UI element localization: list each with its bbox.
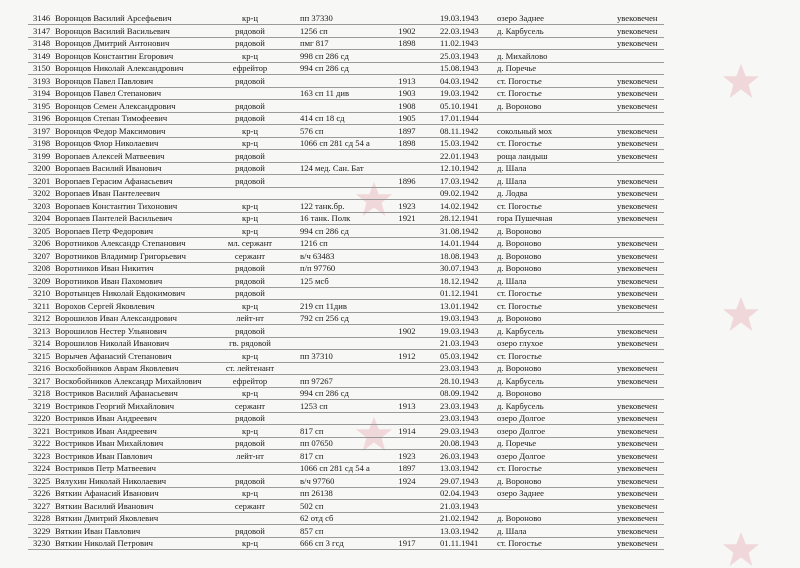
burial-place: д. Поречье <box>497 63 537 73</box>
person-name: Воропаев Константин Тихонович <box>55 200 178 211</box>
death-date: 02.04.1943 <box>440 488 479 498</box>
memorial-status: увековечен <box>617 300 658 311</box>
memorial-status: увековечен <box>617 213 658 223</box>
row-number: 3230 <box>33 538 51 548</box>
birth-year: 1923 <box>398 450 416 461</box>
death-date: 17.03.1942 <box>440 175 479 186</box>
row-number: 3229 <box>33 525 51 536</box>
person-name: Востриков Иван Андреевич <box>55 413 157 423</box>
person-name: Воротников Владимир Григорьевич <box>55 250 186 261</box>
row-number: 3194 <box>33 88 51 98</box>
death-date: 19.03.1943 <box>440 13 479 23</box>
military-unit: 994 сп 286 сд <box>300 63 349 73</box>
memorial-status: увековечен <box>617 500 658 511</box>
row-number: 3202 <box>33 188 51 198</box>
military-rank: мл. сержант <box>227 238 273 248</box>
death-date: 19.03.1943 <box>440 325 479 336</box>
birth-year: 1896 <box>398 175 416 186</box>
death-date: 08.09.1942 <box>440 388 479 398</box>
death-date: 25.03.1943 <box>440 50 479 61</box>
memorial-status: увековечен <box>617 363 658 373</box>
military-unit: п/п 97760 <box>300 263 336 273</box>
row-number: 3211 <box>33 300 50 311</box>
death-date: 12.10.1942 <box>440 163 479 173</box>
memorial-status: увековечен <box>617 463 658 473</box>
person-name: Воскобойников Аврам Яковлевич <box>55 363 179 373</box>
military-rank: кр-ц <box>242 213 258 223</box>
person-name: Воронцов Николай Александрович <box>55 63 184 73</box>
memorial-status: увековечен <box>617 425 658 436</box>
row-number: 3203 <box>33 200 51 211</box>
memorial-status: увековечен <box>617 250 658 261</box>
military-rank: кр-ц <box>242 538 258 548</box>
row-number: 3228 <box>33 513 51 523</box>
memorial-status: увековечен <box>617 75 658 86</box>
birth-year: 1908 <box>398 100 416 111</box>
person-name: Воронцов Константин Егорович <box>55 50 174 61</box>
row-number: 3224 <box>33 463 51 473</box>
memorial-status: увековечен <box>617 275 658 286</box>
memorial-status: увековечен <box>617 525 658 536</box>
burial-place: д. Карбусель <box>497 375 544 386</box>
military-unit: 502 сп <box>300 500 324 511</box>
burial-place: д. Шала <box>497 275 527 286</box>
person-name: Воронцов Федор Максимович <box>55 125 166 136</box>
military-rank: рядовой <box>235 413 265 423</box>
military-unit: 1253 сп <box>300 400 328 411</box>
burial-place: д. Поречье <box>497 438 537 448</box>
person-name: Вяткин Николай Петрович <box>55 538 153 548</box>
death-date: 14.01.1944 <box>440 238 479 248</box>
burial-place: д. Вороново <box>497 250 542 261</box>
death-date: 21.03.1943 <box>440 500 479 511</box>
memorial-status: увековечен <box>617 538 658 548</box>
person-name: Востриков Георгий Михайлович <box>55 400 175 411</box>
person-name: Востриков Петр Матвеевич <box>55 463 156 473</box>
death-date: 18.12.1942 <box>440 275 479 286</box>
memorial-status: увековечен <box>617 25 658 36</box>
military-unit: 792 сп 256 сд <box>300 313 349 323</box>
row-number: 3201 <box>33 175 51 186</box>
burial-place: д. Карбусель <box>497 325 544 336</box>
military-rank: рядовой <box>235 325 265 336</box>
person-name: Воропаев Пантелей Васильевич <box>55 213 173 223</box>
memorial-status: увековечен <box>617 200 658 211</box>
row-number: 3221 <box>33 425 51 436</box>
death-date: 08.11.1942 <box>440 125 479 136</box>
military-unit: 122 танк.бр. <box>300 200 345 211</box>
burial-place: д. Михайлово <box>497 50 548 61</box>
memorial-status: увековечен <box>617 475 658 486</box>
military-rank: кр-ц <box>242 125 258 136</box>
row-number: 3215 <box>33 350 51 361</box>
military-unit: 666 сп 3 гсд <box>300 538 344 548</box>
death-date: 29.07.1943 <box>440 475 479 486</box>
military-unit: 62 отд сб <box>300 513 334 523</box>
row-number: 3199 <box>33 150 51 161</box>
row-number: 3146 <box>33 13 51 23</box>
row-number: 3210 <box>33 288 51 298</box>
memorial-status: увековечен <box>617 325 658 336</box>
row-number: 3218 <box>33 388 51 398</box>
person-name: Воронцов Дмитрий Антонович <box>55 38 170 48</box>
military-unit: 576 сп <box>300 125 324 136</box>
row-number: 3213 <box>33 325 51 336</box>
birth-year: 1897 <box>398 125 416 136</box>
person-name: Ворошилов Николай Иванович <box>55 338 170 348</box>
person-name: Ворошилов Нестер Ульянович <box>55 325 167 336</box>
military-rank: рядовой <box>235 288 265 298</box>
row-number: 3150 <box>33 63 51 73</box>
death-date: 23.03.1943 <box>440 413 479 423</box>
row-number: 3216 <box>33 363 51 373</box>
row-number: 3196 <box>33 113 51 123</box>
death-date: 19.03.1943 <box>440 313 479 323</box>
person-name: Востриков Иван Михайлович <box>55 438 164 448</box>
memorial-status: увековечен <box>617 288 658 298</box>
military-unit: пмг 817 <box>300 38 329 48</box>
memorial-status: увековечен <box>617 238 658 248</box>
military-unit: пп 07650 <box>300 438 333 448</box>
row-number: 3200 <box>33 163 51 173</box>
military-unit: 163 сп 11 див <box>300 88 350 98</box>
burial-place: д. Вороново <box>497 238 542 248</box>
military-unit: 16 танк. Полк <box>300 213 351 223</box>
birth-year: 1898 <box>398 38 416 48</box>
military-unit: 1256 сп <box>300 25 328 36</box>
row-number: 3214 <box>33 338 51 348</box>
birth-year: 1917 <box>398 538 416 548</box>
burial-place: д. Карбусель <box>497 25 544 36</box>
death-date: 30.07.1943 <box>440 263 479 273</box>
death-date: 01.11.1941 <box>440 538 479 548</box>
person-name: Воронцов Павел Павлович <box>55 75 154 86</box>
birth-year: 1897 <box>398 463 416 473</box>
memorial-status: увековечен <box>617 513 658 523</box>
memorial-status: увековечен <box>617 400 658 411</box>
death-date: 11.02.1943 <box>440 38 479 48</box>
birth-year: 1902 <box>398 325 416 336</box>
row-number: 3225 <box>33 475 51 486</box>
death-date: 28.10.1943 <box>440 375 479 386</box>
military-unit: 1066 сп 281 сд 54 а <box>300 463 370 473</box>
memorial-status: увековечен <box>617 438 658 448</box>
person-name: Воронцов Степан Тимофеевич <box>55 113 168 123</box>
memorial-status: увековечен <box>617 38 658 48</box>
row-number: 3198 <box>33 138 51 148</box>
burial-place: д. Вороново <box>497 363 542 373</box>
military-unit: 817 сп <box>300 425 324 436</box>
person-name: Ворычев Афанасий Степанович <box>55 350 172 361</box>
birth-year: 1902 <box>398 25 416 36</box>
military-rank: рядовой <box>235 75 265 86</box>
military-rank: кр-ц <box>242 488 258 498</box>
row-number: 3217 <box>33 375 51 386</box>
burial-place: озеро Заднее <box>497 13 544 23</box>
military-unit: пп 26138 <box>300 488 333 498</box>
military-rank: рядовой <box>235 275 265 286</box>
death-date: 14.02.1942 <box>440 200 479 211</box>
military-rank: ефрейтор <box>232 63 268 73</box>
death-date: 18.08.1943 <box>440 250 479 261</box>
birth-year: 1903 <box>398 88 416 98</box>
death-date: 29.03.1943 <box>440 425 479 436</box>
military-rank: лейт-нт <box>236 450 264 461</box>
death-date: 15.08.1943 <box>440 63 479 73</box>
death-date: 15.03.1942 <box>440 138 479 148</box>
military-rank: рядовой <box>235 100 265 111</box>
military-unit: пп 37330 <box>300 13 333 23</box>
death-date: 20.08.1943 <box>440 438 479 448</box>
burial-place: д. Вороново <box>497 263 542 273</box>
death-date: 31.08.1942 <box>440 225 479 236</box>
military-rank: рядовой <box>235 113 265 123</box>
burial-place: озеро Долгое <box>497 425 546 436</box>
military-unit: 219 сп 11див <box>300 300 347 311</box>
row-number: 3148 <box>33 38 51 48</box>
person-name: Воронцов Флор Николаевич <box>55 138 159 148</box>
military-rank: ст. лейтенант <box>225 363 275 373</box>
military-rank: кр-ц <box>242 225 258 236</box>
burial-place: ст. Погостье <box>497 288 542 298</box>
military-unit: пп 97267 <box>300 375 333 386</box>
memorial-status: увековечен <box>617 488 658 498</box>
military-rank: ефрейтор <box>232 375 268 386</box>
military-unit: 1066 сп 281 сд 54 а <box>300 138 370 148</box>
burial-place: ст. Погостье <box>497 88 542 98</box>
military-unit: пп 37310 <box>300 350 333 361</box>
person-name: Воротынцев Николай Евдокимович <box>55 288 186 298</box>
memorial-status: увековечен <box>617 125 658 136</box>
burial-place: озеро Долгое <box>497 413 546 423</box>
burial-place: д. Шала <box>497 163 527 173</box>
military-rank: рядовой <box>235 438 265 448</box>
person-name: Воронцов Василий Арсефьевич <box>55 13 172 23</box>
person-name: Воропаев Алексей Матвеевич <box>55 150 165 161</box>
death-date: 19.03.1942 <box>440 88 479 98</box>
military-rank: кр-ц <box>242 350 258 361</box>
death-date: 23.03.1943 <box>440 363 479 373</box>
person-name: Ворохов Сергей Яковлевич <box>55 300 155 311</box>
death-date: 23.03.1943 <box>440 400 479 411</box>
row-number: 3195 <box>33 100 51 111</box>
military-rank: кр-ц <box>242 425 258 436</box>
military-rank: кр-ц <box>242 13 258 23</box>
death-date: 09.02.1942 <box>440 188 479 198</box>
person-name: Воропаев Василий Иванович <box>55 163 162 173</box>
military-rank: рядовой <box>235 25 265 36</box>
birth-year: 1921 <box>398 213 416 223</box>
row-number: 3219 <box>33 400 51 411</box>
military-rank: сержант <box>234 500 266 511</box>
person-name: Воронцов Семен Александрович <box>55 100 176 111</box>
row-number: 3226 <box>33 488 51 498</box>
burial-place: ст. Погостье <box>497 75 542 86</box>
memorial-status: увековечен <box>617 13 658 23</box>
burial-place: озеро глухое <box>497 338 544 348</box>
death-date: 28.12.1941 <box>440 213 479 223</box>
memorial-status: увековечен <box>617 413 658 423</box>
memorial-status: увековечен <box>617 450 658 461</box>
military-rank: гв. рядовой <box>229 338 271 348</box>
military-rank: кр-ц <box>242 50 258 61</box>
military-rank: рядовой <box>235 475 265 486</box>
death-date: 21.03.1943 <box>440 338 479 348</box>
person-name: Воропаев Петр Федорович <box>55 225 154 236</box>
military-rank: сержант <box>234 400 266 411</box>
person-name: Воропаев Иван Пантелеевич <box>55 188 160 198</box>
death-date: 13.03.1942 <box>440 525 479 536</box>
burial-place: ст. Погостье <box>497 463 542 473</box>
birth-year: 1912 <box>398 350 416 361</box>
person-name: Воротников Иван Пахомович <box>55 275 163 286</box>
row-number: 3147 <box>33 25 51 36</box>
person-name: Воронцов Василий Васильевич <box>55 25 170 36</box>
burial-place: ст. Погостье <box>497 138 542 148</box>
memorial-status: увековечен <box>617 138 658 148</box>
row-number: 3197 <box>33 125 51 136</box>
burial-place: гора Пушечная <box>497 213 553 223</box>
person-name: Воротников Александр Степанович <box>55 238 186 248</box>
burial-place: ст. Погостье <box>497 300 542 311</box>
person-name: Востриков Иван Павлович <box>55 450 153 461</box>
row-divider <box>28 549 664 550</box>
military-unit: 817 сп <box>300 450 324 461</box>
burial-place: д. Вороново <box>497 313 542 323</box>
death-date: 01.12.1941 <box>440 288 479 298</box>
death-date: 21.02.1942 <box>440 513 479 523</box>
memorial-status: увековечен <box>617 88 658 98</box>
military-unit: 994 сп 286 сд <box>300 225 349 236</box>
burial-place: д. Вороново <box>497 388 542 398</box>
military-unit: 998 сп 286 сд <box>300 50 349 61</box>
burial-place: д. Вороново <box>497 225 542 236</box>
person-name: Востриков Иван Андреевич <box>55 425 157 436</box>
death-date: 17.01.1944 <box>440 113 479 123</box>
row-number: 3222 <box>33 438 51 448</box>
person-name: Вяткин Дмитрий Яковлевич <box>55 513 159 523</box>
burial-place: роща ландыш <box>497 150 548 161</box>
memorial-status: увековечен <box>617 100 658 111</box>
military-rank: рядовой <box>235 150 265 161</box>
death-date: 26.03.1943 <box>440 450 479 461</box>
military-rank: рядовой <box>235 38 265 48</box>
military-unit: 1216 сп <box>300 238 328 248</box>
military-unit: 124 мед. Сан. Бат <box>300 163 364 173</box>
burial-place: д. Вороново <box>497 513 542 523</box>
military-unit: 994 сп 286 сд <box>300 388 349 398</box>
row-number: 3207 <box>33 250 51 261</box>
burial-place: ст. Погостье <box>497 538 542 548</box>
military-unit: 857 сп <box>300 525 324 536</box>
row-number: 3227 <box>33 500 51 511</box>
burial-place: сокольный мох <box>497 125 553 136</box>
memorial-status: увековечен <box>617 338 658 348</box>
birth-year: 1913 <box>398 75 416 86</box>
military-rank: кр-ц <box>242 138 258 148</box>
memorial-status: увековечен <box>617 375 658 386</box>
birth-year: 1923 <box>398 200 416 211</box>
memorial-status: увековечен <box>617 175 658 186</box>
row-number: 3193 <box>33 75 51 86</box>
burial-place: д. Шала <box>497 175 527 186</box>
row-number: 3212 <box>33 313 51 323</box>
military-unit: в/ч 63483 <box>300 250 335 261</box>
burial-place: озеро Заднее <box>497 488 544 498</box>
burial-place: озеро Долгое <box>497 450 546 461</box>
burial-place: д. Лодва <box>497 188 528 198</box>
military-rank: кр-ц <box>242 300 258 311</box>
person-name: Воронцов Павел Степанович <box>55 88 162 98</box>
death-date: 22.03.1943 <box>440 25 479 36</box>
burial-place: д. Вороново <box>497 100 542 111</box>
birth-year: 1905 <box>398 113 416 123</box>
person-name: Вялухин Николай Николаевич <box>55 475 167 486</box>
row-number: 3205 <box>33 225 51 236</box>
row-number: 3204 <box>33 213 51 223</box>
military-rank: лейт-нт <box>236 313 264 323</box>
death-date: 05.10.1941 <box>440 100 479 111</box>
row-number: 3223 <box>33 450 51 461</box>
military-rank: кр-ц <box>242 200 258 211</box>
burial-place: д. Вороново <box>497 475 542 486</box>
person-name: Воротников Иван Никитич <box>55 263 154 273</box>
burial-place: д. Карбусель <box>497 400 544 411</box>
military-rank: рядовой <box>235 163 265 173</box>
memorial-status: увековечен <box>617 263 658 273</box>
military-rank: рядовой <box>235 263 265 273</box>
memorial-status: увековечен <box>617 150 658 161</box>
military-rank: сержант <box>234 250 266 261</box>
birth-year: 1913 <box>398 400 416 411</box>
memorial-status: увековечен <box>617 188 658 198</box>
death-date: 05.03.1942 <box>440 350 479 361</box>
birth-year: 1898 <box>398 138 416 148</box>
death-date: 13.03.1942 <box>440 463 479 473</box>
military-rank: рядовой <box>235 525 265 536</box>
person-name: Ворошилов Иван Александрович <box>55 313 177 323</box>
person-name: Воскобойников Александр Михайлович <box>55 375 202 386</box>
military-rank: рядовой <box>235 175 265 186</box>
military-unit: 414 сп 18 сд <box>300 113 345 123</box>
death-date: 22.01.1943 <box>440 150 479 161</box>
row-number: 3209 <box>33 275 51 286</box>
death-date: 13.01.1942 <box>440 300 479 311</box>
person-name: Вяткин Василий Иванович <box>55 500 154 511</box>
military-unit: в/ч 97760 <box>300 475 335 486</box>
row-number: 3208 <box>33 263 51 273</box>
row-number: 3220 <box>33 413 51 423</box>
birth-year: 1914 <box>398 425 416 436</box>
row-number: 3149 <box>33 50 51 61</box>
military-rank: кр-ц <box>242 388 258 398</box>
burial-place: ст. Погостье <box>497 350 542 361</box>
burial-place: ст. Погостье <box>497 200 542 211</box>
burial-place: д. Шала <box>497 525 527 536</box>
person-name: Вяткин Афанасий Иванович <box>55 488 159 498</box>
person-name: Воропаев Герасим Афанасьевич <box>55 175 173 186</box>
birth-year: 1924 <box>398 475 416 486</box>
row-number: 3206 <box>33 238 51 248</box>
person-name: Вяткин Иван Павлович <box>55 525 141 536</box>
military-unit: 125 мсб <box>300 275 329 286</box>
person-name: Востриков Василий Афанасьевич <box>55 388 178 398</box>
death-date: 04.03.1942 <box>440 75 479 86</box>
